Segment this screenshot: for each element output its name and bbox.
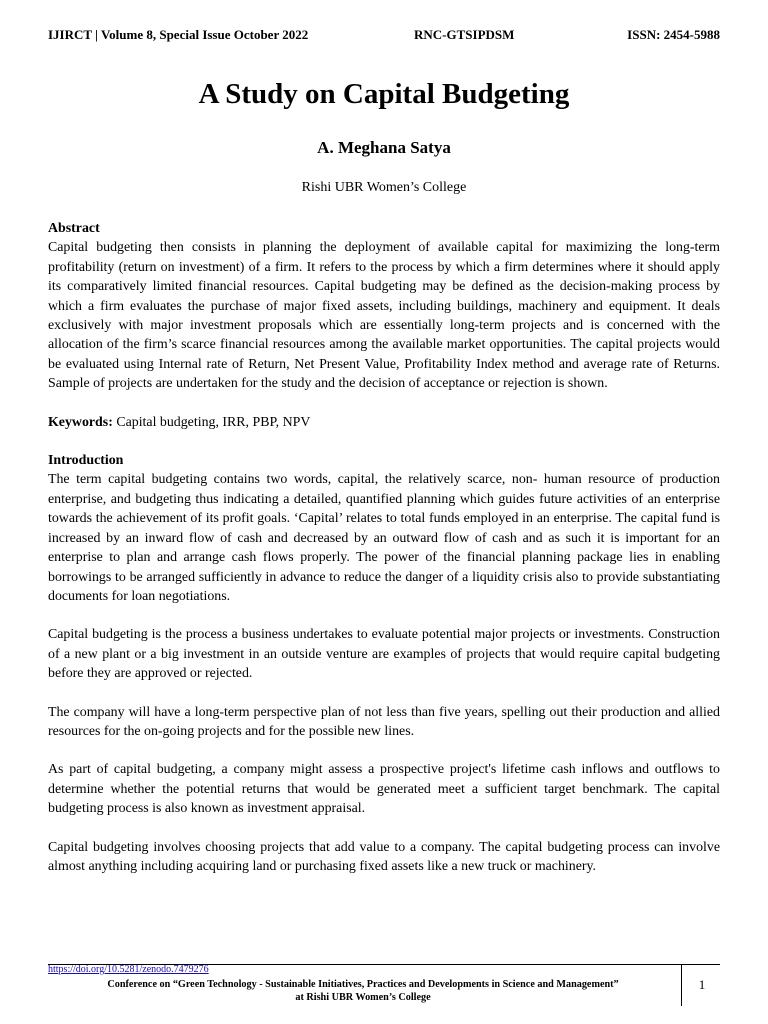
footer-conference <box>48 978 678 1004</box>
keywords-text: Capital budgeting, IRR, PBP, NPV <box>116 414 311 430</box>
intro-paragraph-4: As part of capital budgeting, a company might assess a prospective project's lifetime cash inflows and outflows to determine whether the potential returns that would be generated meet a sufficient target benchmark. The capital budgeting process is also known as investment appraisal. <box>48 762 720 817</box>
intro-paragraph-2: Capital budgeting is the process a business undertakes to evaluate potential major projects or investments. Construction of a new plant or a big investment in an outside venture are examples of projects that would require capital budgeting before they are approved or rejected. <box>48 627 720 682</box>
intro-paragraph-1: The term capital budgeting contains two words, capital, the relatively scarce, non- human resource of production enterprise, and budgeting thus indicating a detailed, quantified planning which guides future activities of an enterprise towards the achievement of its profit goals. ‘Capital’ relates to total funds employed in an enterprise. The capital fund is increased by an inward flow of cash and decreased by an outward flow of cash and as such it is important for an enterprise to plan and arrange cash flows properly. The power of the financial planning package lies in enabling borrowings to be arranged sufficiently in advance to reduce the danger of a liquidity crisis also to provide substantiating documents for loan negotiations. <box>48 472 720 604</box>
author-affiliation: Rishi UBR Women’s College <box>301 180 467 195</box>
issn: ISSN: 2454-5988 <box>627 27 720 42</box>
journal-info: IJIRCT | Volume 8, Special Issue October 2022 <box>48 27 309 42</box>
paper-title: A Study on Capital Budgeting <box>198 78 570 110</box>
page-number: 1 <box>698 977 706 992</box>
conference-line-2: at Rishi UBR Women’s College <box>295 992 431 1003</box>
introduction-heading: Introduction <box>48 453 124 469</box>
author-name: A. Meghana Satya <box>317 138 451 157</box>
paper-body <box>48 219 720 876</box>
conference-line-1: Conference on “Green Technology - Sustainable Initiatives, Practices and Developments in Science and Management” <box>107 979 619 990</box>
doi-link[interactable]: https://doi.org/10.5281/zenodo.7479276 <box>48 964 209 975</box>
abstract-heading: Abstract <box>48 221 100 236</box>
footer-vertical-divider <box>681 964 682 1006</box>
keywords-label: Keywords: <box>48 414 113 430</box>
conference-code: RNC-GTSIPDSM <box>414 27 515 42</box>
intro-paragraph-5: Capital budgeting involves choosing projects that add value to a company. The capital budgeting process can involve almost anything including acquiring land or purchasing fixed assets like a new truck or machinery. <box>48 839 720 874</box>
keywords <box>48 413 720 432</box>
intro-paragraph-3: The company will have a long-term perspective plan of not less than five years, spelling out their production and allied resources for the on-going projects and for the possible new lines. <box>48 704 720 739</box>
running-header <box>48 27 720 45</box>
abstract-text: Capital budgeting then consists in planning the deployment of available capital for maximizing the long-term profitability (return on investment) of a firm. It refers to the process by which a firm determines where it should apply its comparatively limited financial resources. Capital budgeting may be defined as the decision-making process by which a firm evaluates the purchase of major fixed assets, including buildings, machinery and equipment. It deals exclusively with major investment proposals which are essentially long-term projects and is concerned with the allocation of the firm’s scarce financial resources among the available market opportunities. The capital projects would be evaluated using Internal rate of Return, Net Present Value, Profitability Index method and average rate of Returns. Sample of projects are undertaken for the study and the decision of acceptance or rejection is shown. <box>48 240 720 392</box>
